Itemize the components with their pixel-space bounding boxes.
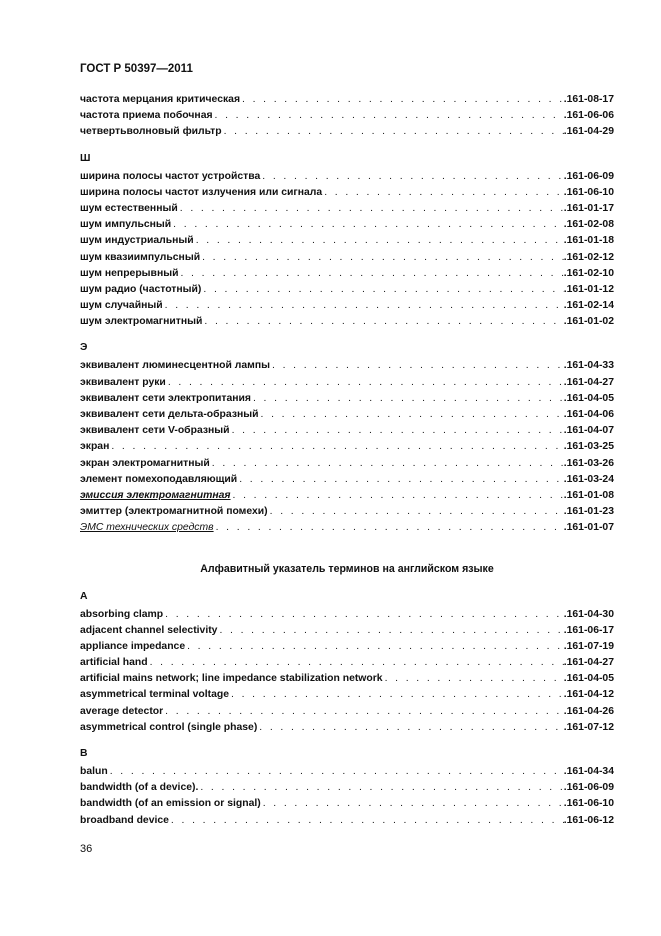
leader-dots [383, 671, 564, 687]
leader-dots [210, 456, 564, 472]
leader-dots [200, 250, 564, 266]
index-entry [80, 472, 614, 488]
index-term: эмиссия электромагнитная [80, 489, 231, 501]
index-entry [80, 266, 614, 282]
index-code: .161-04-26 [563, 705, 614, 717]
index-entry [80, 687, 614, 703]
index-code: .161-01-12 [563, 283, 614, 295]
index-letter-heading: Ш [80, 152, 91, 164]
index-entry [80, 504, 614, 520]
index-entry [80, 375, 614, 391]
index-code: .161-06-09 [563, 170, 614, 182]
index-code: .161-03-24 [563, 473, 614, 485]
leader-dots [108, 764, 564, 780]
index-entry [80, 607, 614, 623]
index-term: эквивалент сети дельта-образный [80, 409, 259, 420]
index-code: .161-01-17 [563, 202, 614, 214]
leader-dots [268, 504, 564, 520]
index-entry [80, 358, 614, 374]
index-entry [80, 520, 614, 536]
index-term: artificial hand [80, 657, 148, 669]
index-term: шум радио (частотный) [80, 283, 202, 295]
index-term: adjacent channel selectivity [80, 624, 218, 636]
index-content [80, 92, 614, 829]
index-code: .161-04-07 [563, 425, 614, 437]
leader-dots [261, 796, 564, 812]
leader-dots [202, 314, 563, 330]
leader-dots [169, 813, 564, 829]
index-entry [80, 456, 614, 472]
index-term: частота приема побочная [80, 110, 213, 122]
index-term: частота мерцания критическая [80, 94, 241, 105]
index-entry [80, 217, 614, 233]
index-term: appliance impedance [80, 640, 186, 652]
index-code: .161-04-06 [563, 409, 614, 420]
english-index-heading: Алфавитный указатель терминов на английском языке [200, 562, 494, 575]
index-entry [80, 796, 614, 812]
index-entry [80, 764, 614, 780]
index-entry [80, 233, 614, 249]
leader-dots [222, 124, 564, 140]
index-code: .161-01-23 [563, 506, 614, 518]
index-entry [80, 655, 614, 671]
index-letter-heading: B [80, 748, 88, 759]
index-term: эквивалент сети электропитания [80, 392, 251, 404]
index-code: .161-04-27 [563, 376, 614, 388]
index-entry [80, 391, 614, 407]
index-entry [80, 639, 614, 655]
index-entry [80, 439, 614, 455]
index-term: эквивалент руки [80, 376, 166, 388]
index-code: .161-04-12 [563, 689, 614, 701]
index-code: .161-01-18 [563, 235, 614, 247]
index-code: .161-07-12 [563, 721, 614, 733]
index-term: bandwidth (of an emission or signal) [80, 798, 261, 810]
index-term: элемент помехоподавляющий [80, 473, 238, 485]
index-term: balun [80, 766, 108, 777]
index-entry [80, 671, 614, 687]
index-entry [80, 250, 614, 266]
leader-dots [178, 266, 563, 282]
leader-dots [213, 108, 564, 124]
index-code: .161-04-34 [563, 766, 614, 777]
leader-dots [240, 92, 564, 108]
leader-dots [229, 687, 564, 703]
index-code: .161-06-12 [563, 814, 614, 826]
index-code: .161-01-02 [563, 316, 614, 328]
index-code: .161-04-33 [563, 360, 614, 372]
index-code: .161-04-05 [563, 392, 614, 404]
index-term: average detector [80, 705, 164, 717]
index-entry [80, 704, 614, 720]
index-term: asymmetrical terminal voltage [80, 689, 230, 701]
index-term: artificial mains network; line impedance stabilization network [80, 673, 383, 685]
index-term: ширина полосы частот излучения или сигнала [80, 186, 323, 198]
index-term: шум индустриальный [80, 235, 194, 247]
index-letter-heading: Э [80, 342, 88, 354]
index-code: .161-04-05 [563, 673, 614, 685]
leader-dots [237, 472, 564, 488]
index-entry [80, 720, 614, 736]
leader-dots [251, 391, 564, 407]
index-code: .161-06-10 [563, 798, 614, 810]
index-term: эквивалент люминесцентной лампы [80, 360, 270, 372]
index-entry [80, 201, 614, 217]
index-code: .161-02-10 [563, 267, 614, 279]
leader-dots [230, 423, 564, 439]
leader-dots [260, 169, 563, 185]
leader-dots [148, 655, 564, 671]
index-code: .161-06-06 [563, 110, 614, 122]
index-term: broadband device [80, 814, 169, 826]
index-code: .161-06-10 [563, 186, 614, 198]
leader-dots [257, 720, 563, 736]
index-term: шум непрерывный [80, 267, 179, 279]
index-entry [80, 407, 614, 423]
index-entry [80, 314, 614, 330]
index-term: шум электромагнитный [80, 316, 203, 328]
index-term: шум естественный [80, 202, 178, 214]
index-code: .161-08-17 [563, 94, 614, 105]
russian-index [80, 92, 614, 537]
index-term: ЭМС технических средств [80, 522, 214, 534]
index-term: asymmetrical control (single phase) [80, 721, 258, 733]
leader-dots [259, 407, 564, 423]
index-code: .161-02-12 [563, 251, 614, 263]
index-entry [80, 423, 614, 439]
index-entry [80, 488, 614, 504]
index-term: экран электромагнитный [80, 457, 210, 469]
leader-dots [322, 185, 564, 201]
index-code: .161-03-25 [563, 441, 614, 453]
leader-dots [166, 375, 564, 391]
leader-dots [194, 233, 564, 249]
index-entry [80, 623, 614, 639]
index-code: .161-02-14 [563, 300, 614, 312]
index-code: .161-07-19 [563, 640, 614, 652]
index-code: .161-01-07 [563, 522, 614, 534]
index-code: .161-03-26 [563, 457, 614, 469]
leader-dots [214, 520, 564, 536]
leader-dots [198, 780, 563, 796]
index-term: absorbing clamp [80, 608, 164, 620]
index-term: ширина полосы частот устройства [80, 170, 261, 182]
leader-dots [171, 217, 564, 233]
index-entry [80, 185, 614, 201]
leader-dots [185, 639, 564, 655]
leader-dots [178, 201, 564, 217]
index-term: шум случайный [80, 300, 163, 312]
index-entry [80, 780, 614, 796]
index-term: шум импульсный [80, 219, 172, 231]
index-entry [80, 108, 614, 124]
index-letter-heading: A [80, 590, 88, 602]
index-code: .161-04-27 [563, 657, 614, 669]
index-code: .161-04-30 [563, 608, 614, 620]
document-header: ГОСТ Р 50397—2011 [80, 63, 193, 75]
leader-dots [163, 298, 564, 314]
page-number: 36 [80, 843, 93, 855]
index-term: эквивалент сети V-образный [80, 425, 230, 437]
index-entry [80, 169, 614, 185]
index-entry [80, 298, 614, 314]
leader-dots [163, 607, 564, 623]
leader-dots [109, 439, 563, 455]
index-term: шум квазиимпульсный [80, 251, 201, 263]
index-code: .161-06-17 [563, 624, 614, 636]
index-entry [80, 813, 614, 829]
index-entry [80, 92, 614, 108]
leader-dots [270, 358, 564, 374]
index-entry [80, 282, 614, 298]
leader-dots [201, 282, 563, 298]
index-term: четвертьволновый фильтр [80, 126, 222, 138]
leader-dots [217, 623, 563, 639]
index-term: bandwidth (of a device). [80, 782, 199, 794]
index-code: .161-01-08 [563, 489, 614, 501]
index-term: экран [80, 441, 110, 453]
english-index [80, 589, 614, 829]
leader-dots [231, 488, 564, 504]
index-code: .161-06-09 [563, 782, 614, 794]
leader-dots [163, 704, 564, 720]
index-term: эмиттер (электромагнитной помехи) [80, 506, 268, 518]
index-entry [80, 124, 614, 140]
index-code: .161-04-29 [563, 126, 614, 138]
index-code: .161-02-08 [563, 219, 614, 231]
